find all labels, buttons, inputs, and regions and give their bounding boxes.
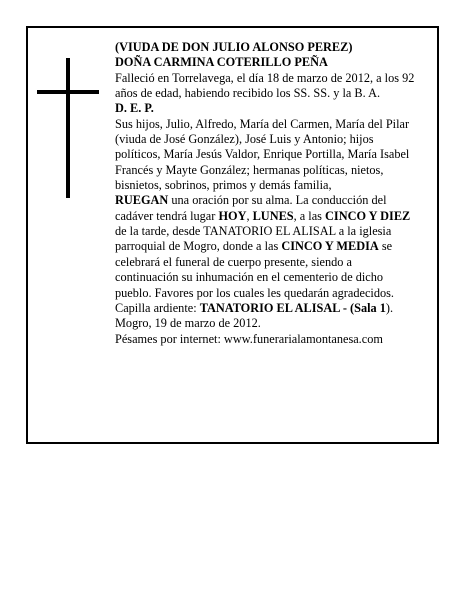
notice-date: Mogro, 19 de marzo de 2012. (115, 316, 261, 331)
rest-in-peace: D. E. P. (115, 101, 154, 116)
death-details: Falleció en Torrelavega, el día 18 de marzo de 2012, a los 92 años de edad, habiendo recibido los SS. SS. y la B. A. (115, 70, 415, 101)
widow-of-line: (VIUDA DE DON JULIO ALONSO PEREZ) (115, 40, 353, 54)
request-paragraph: RUEGAN una oración por su alma. La conducción del cadáver tendrá lugar HOY, LUNES, a las CINCO Y DIEZ de la tarde, desde TANATORIO EL ALISAL a la iglesia parroquial de Mogro, donde a las CINCO Y MEDIA se celebrará el funeral de cuerpo presente, siendo a continuación su inhumación en el cementerio de dicho pueblo. Favores por los cuales les quedarán agradecidos. Capilla ardiente: TANATORIO EL ALISAL - (Sala 1). (115, 193, 411, 315)
family-list: Sus hijos, Julio, Alfredo, María del Carmen, María del Pilar (viuda de José González), José Luis y Antonio; hijos políticos, María Jesús Valdor, Enrique Portilla, María Isabel Francés y Mayte González; hermanas políticas, nietos, bisnietos, sobrinos, primos y demás familia, (115, 116, 410, 193)
latin-cross-icon (28, 28, 108, 208)
obituary-text (115, 40, 417, 347)
deceased-name: DOÑA CARMINA COTERILLO PEÑA (115, 55, 328, 70)
obituary-notice-frame (26, 26, 439, 444)
condolences-web: Pésames por internet: www.funerarialamontanesa.com (115, 331, 383, 346)
